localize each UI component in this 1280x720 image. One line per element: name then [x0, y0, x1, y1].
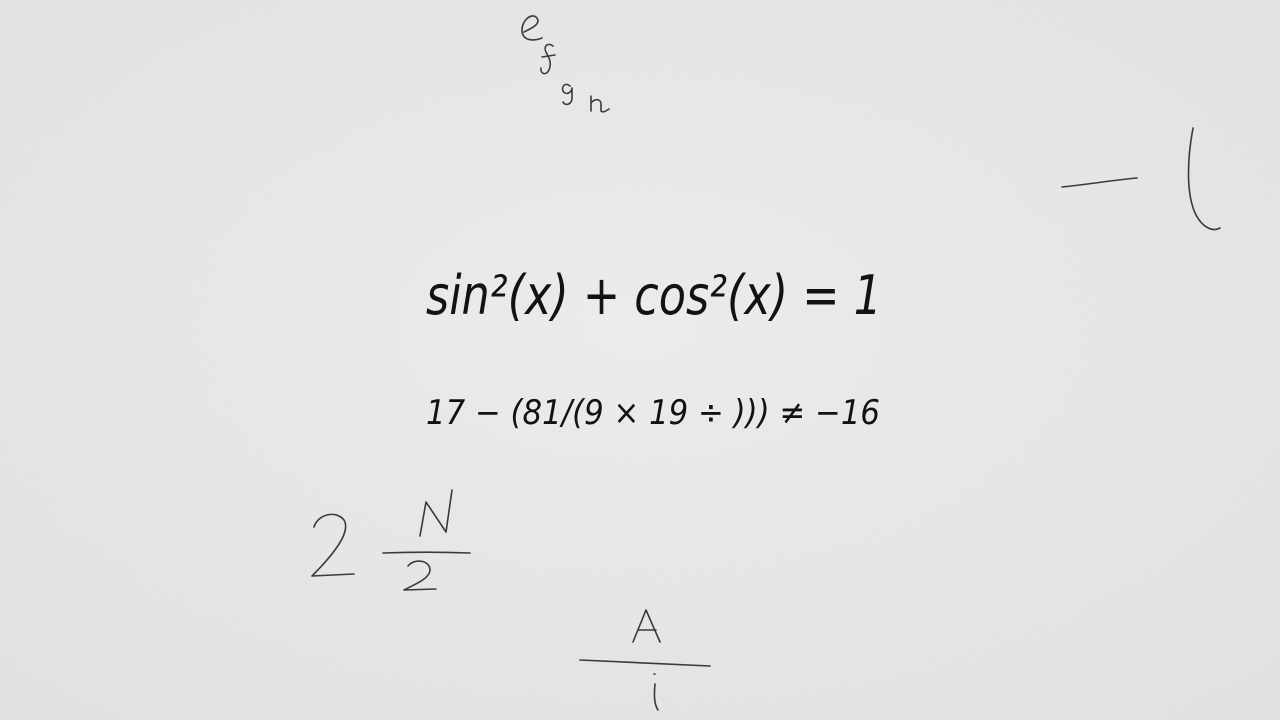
- inequality-equation-text: 17 − (81/(9 × 19 ÷ ))) ≠ −16: [426, 393, 880, 433]
- identity-equation-text: sin²(x) + cos²(x) = 1: [426, 264, 882, 327]
- inequality-equation: [426, 393, 880, 433]
- identity-equation: [426, 264, 882, 327]
